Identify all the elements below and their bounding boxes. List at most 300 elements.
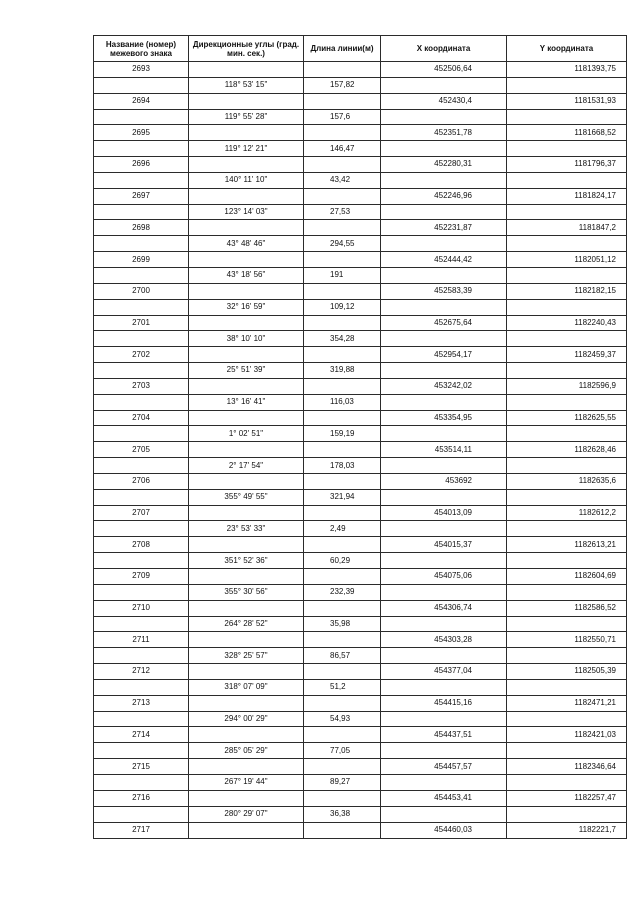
direction-angle-cell [189, 410, 304, 426]
table-row-segment [94, 204, 627, 220]
y-coordinate-cell [507, 553, 627, 569]
direction-angle-cell: 355° 49' 55" [189, 489, 304, 505]
x-coordinate-cell: 454460,03 [381, 822, 507, 839]
mark-name-cell [94, 77, 189, 93]
y-coordinate-cell: 1181393,75 [507, 62, 627, 78]
table-row-mark [94, 62, 627, 78]
direction-angle-cell [189, 252, 304, 268]
table-row-segment [94, 267, 627, 283]
mark-name-cell [94, 299, 189, 315]
direction-angle-cell: 43° 18' 56" [189, 267, 304, 283]
table-row-segment [94, 141, 627, 157]
y-coordinate-cell [507, 458, 627, 474]
line-length-cell [304, 569, 381, 585]
direction-angle-cell: 123° 14' 03" [189, 204, 304, 220]
mark-name-cell: 2713 [94, 695, 189, 711]
direction-angle-cell: 25° 51' 39" [189, 363, 304, 379]
table-header [94, 36, 627, 62]
x-coordinate-cell: 452444,42 [381, 252, 507, 268]
x-coordinate-cell: 454013,09 [381, 505, 507, 521]
mark-name-cell [94, 648, 189, 664]
mark-name-cell [94, 458, 189, 474]
x-coordinate-cell [381, 331, 507, 347]
direction-angle-cell [189, 632, 304, 648]
table-row-mark [94, 220, 627, 236]
table-row-segment [94, 743, 627, 759]
y-coordinate-cell: 1182505,39 [507, 664, 627, 680]
table-row-mark [94, 695, 627, 711]
y-coordinate-cell: 1181847,2 [507, 220, 627, 236]
direction-angle-cell: 119° 12' 21" [189, 141, 304, 157]
table-row-mark [94, 188, 627, 204]
y-coordinate-cell: 1182628,46 [507, 442, 627, 458]
table-row-segment [94, 806, 627, 822]
y-coordinate-cell [507, 711, 627, 727]
y-coordinate-cell [507, 489, 627, 505]
y-coordinate-cell: 1182612,2 [507, 505, 627, 521]
direction-angle-cell [189, 378, 304, 394]
line-length-cell: 51,2 [304, 679, 381, 695]
table-row-segment [94, 172, 627, 188]
mark-name-cell [94, 363, 189, 379]
x-coordinate-cell [381, 204, 507, 220]
line-length-cell [304, 315, 381, 331]
table-row-mark [94, 157, 627, 173]
table-row-segment [94, 394, 627, 410]
mark-name-cell: 2707 [94, 505, 189, 521]
line-length-cell: 157,82 [304, 77, 381, 93]
line-length-cell: 43,42 [304, 172, 381, 188]
table-row-mark [94, 569, 627, 585]
mark-name-cell: 2696 [94, 157, 189, 173]
line-length-cell [304, 252, 381, 268]
direction-angle-cell: 267° 19' 44" [189, 774, 304, 790]
y-coordinate-cell [507, 743, 627, 759]
x-coordinate-cell: 452280,31 [381, 157, 507, 173]
line-length-cell: 159,19 [304, 426, 381, 442]
mark-name-cell [94, 236, 189, 252]
mark-name-cell: 2710 [94, 600, 189, 616]
x-coordinate-cell: 454377,04 [381, 664, 507, 680]
mark-name-cell: 2700 [94, 283, 189, 299]
mark-name-cell: 2715 [94, 759, 189, 775]
line-length-cell [304, 347, 381, 363]
mark-name-cell [94, 711, 189, 727]
direction-angle-cell [189, 790, 304, 806]
x-coordinate-cell: 454453,41 [381, 790, 507, 806]
table-row-segment [94, 584, 627, 600]
line-length-cell [304, 410, 381, 426]
line-length-cell [304, 473, 381, 489]
table-row-segment [94, 236, 627, 252]
y-coordinate-cell [507, 363, 627, 379]
direction-angle-cell [189, 442, 304, 458]
line-length-cell: 146,47 [304, 141, 381, 157]
y-coordinate-cell: 1182596,9 [507, 378, 627, 394]
x-coordinate-cell [381, 109, 507, 125]
y-coordinate-cell [507, 394, 627, 410]
line-length-cell [304, 505, 381, 521]
x-coordinate-cell: 452231,87 [381, 220, 507, 236]
y-coordinate-cell: 1181668,52 [507, 125, 627, 141]
x-coordinate-cell [381, 584, 507, 600]
x-coordinate-cell [381, 521, 507, 537]
table-row-segment [94, 299, 627, 315]
direction-angle-cell: 32° 16' 59" [189, 299, 304, 315]
y-coordinate-cell: 1181531,93 [507, 93, 627, 109]
line-length-cell: 77,05 [304, 743, 381, 759]
y-coordinate-cell [507, 521, 627, 537]
mark-name-cell: 2699 [94, 252, 189, 268]
mark-name-cell: 2695 [94, 125, 189, 141]
direction-angle-cell: 13° 16' 41" [189, 394, 304, 410]
y-coordinate-cell: 1182471,21 [507, 695, 627, 711]
mark-name-cell [94, 331, 189, 347]
y-coordinate-cell: 1182221,7 [507, 822, 627, 839]
table-row-mark [94, 347, 627, 363]
mark-name-cell [94, 553, 189, 569]
line-length-cell [304, 664, 381, 680]
x-coordinate-cell [381, 267, 507, 283]
x-coordinate-cell: 454075,06 [381, 569, 507, 585]
table-row-mark [94, 315, 627, 331]
x-coordinate-cell: 453242,02 [381, 378, 507, 394]
line-length-cell: 89,27 [304, 774, 381, 790]
table-row-segment [94, 774, 627, 790]
y-coordinate-cell: 1181796,37 [507, 157, 627, 173]
y-coordinate-cell: 1182635,6 [507, 473, 627, 489]
line-length-cell: 109,12 [304, 299, 381, 315]
y-coordinate-cell [507, 679, 627, 695]
mark-name-cell: 2704 [94, 410, 189, 426]
mark-name-cell: 2708 [94, 537, 189, 553]
x-coordinate-cell [381, 774, 507, 790]
mark-name-cell [94, 584, 189, 600]
x-coordinate-cell: 452351,78 [381, 125, 507, 141]
y-coordinate-cell: 1182051,12 [507, 252, 627, 268]
y-coordinate-cell: 1182613,21 [507, 537, 627, 553]
table-row-mark [94, 664, 627, 680]
table-row-segment [94, 679, 627, 695]
mark-name-cell: 2703 [94, 378, 189, 394]
table-row-mark [94, 600, 627, 616]
y-coordinate-cell [507, 236, 627, 252]
y-coordinate-cell [507, 648, 627, 664]
x-coordinate-cell [381, 363, 507, 379]
mark-name-cell: 2714 [94, 727, 189, 743]
direction-angle-cell: 264° 28' 52" [189, 616, 304, 632]
y-coordinate-cell: 1182182,15 [507, 283, 627, 299]
table-row-segment [94, 489, 627, 505]
table-row-mark [94, 410, 627, 426]
mark-name-cell: 2694 [94, 93, 189, 109]
mark-name-cell [94, 616, 189, 632]
line-length-cell [304, 378, 381, 394]
table-row-segment [94, 648, 627, 664]
direction-angle-cell: 355° 30' 56" [189, 584, 304, 600]
mark-name-cell [94, 679, 189, 695]
y-coordinate-cell [507, 172, 627, 188]
line-length-cell: 157,6 [304, 109, 381, 125]
mark-name-cell [94, 774, 189, 790]
direction-angle-cell: 318° 07' 09" [189, 679, 304, 695]
y-coordinate-cell: 1182586,52 [507, 600, 627, 616]
line-length-cell [304, 600, 381, 616]
direction-angle-cell [189, 569, 304, 585]
line-length-cell: 294,55 [304, 236, 381, 252]
line-length-cell: 354,28 [304, 331, 381, 347]
table-row-segment [94, 458, 627, 474]
line-length-cell: 191 [304, 267, 381, 283]
table-row-mark [94, 473, 627, 489]
line-length-cell: 36,38 [304, 806, 381, 822]
x-coordinate-cell [381, 743, 507, 759]
direction-angle-cell [189, 822, 304, 839]
direction-angle-cell [189, 62, 304, 78]
header-row [94, 36, 627, 62]
mark-name-cell [94, 806, 189, 822]
direction-angle-cell [189, 125, 304, 141]
x-coordinate-cell: 454306,74 [381, 600, 507, 616]
direction-angle-cell: 118° 53' 15" [189, 77, 304, 93]
mark-name-cell: 2697 [94, 188, 189, 204]
x-coordinate-cell [381, 77, 507, 93]
direction-angle-cell: 2° 17' 54" [189, 458, 304, 474]
direction-angle-cell [189, 537, 304, 553]
mark-name-cell [94, 109, 189, 125]
y-coordinate-cell [507, 331, 627, 347]
y-coordinate-cell [507, 616, 627, 632]
line-length-cell [304, 93, 381, 109]
table-row-mark [94, 727, 627, 743]
mark-name-cell: 2712 [94, 664, 189, 680]
table-row-mark [94, 442, 627, 458]
x-coordinate-cell [381, 299, 507, 315]
mark-name-cell: 2709 [94, 569, 189, 585]
line-length-cell: 35,98 [304, 616, 381, 632]
y-coordinate-cell: 1182346,64 [507, 759, 627, 775]
line-length-cell: 54,93 [304, 711, 381, 727]
x-coordinate-cell [381, 616, 507, 632]
y-coordinate-cell [507, 426, 627, 442]
x-coordinate-cell: 452246,96 [381, 188, 507, 204]
mark-name-cell: 2698 [94, 220, 189, 236]
line-length-cell [304, 283, 381, 299]
y-coordinate-cell: 1182550,71 [507, 632, 627, 648]
line-length-cell [304, 790, 381, 806]
direction-angle-cell: 328° 25' 57" [189, 648, 304, 664]
coordinates-table [93, 35, 627, 839]
line-length-cell: 86,57 [304, 648, 381, 664]
direction-angle-cell [189, 283, 304, 299]
mark-name-cell: 2702 [94, 347, 189, 363]
table-row-mark [94, 632, 627, 648]
x-coordinate-cell [381, 553, 507, 569]
line-length-cell: 178,03 [304, 458, 381, 474]
line-length-cell [304, 822, 381, 839]
mark-name-cell [94, 426, 189, 442]
line-length-cell: 27,53 [304, 204, 381, 220]
x-coordinate-cell: 454437,51 [381, 727, 507, 743]
y-coordinate-cell: 1182421,03 [507, 727, 627, 743]
header-mark-name: Название (номер) межевого знака [94, 36, 189, 62]
mark-name-cell [94, 204, 189, 220]
mark-name-cell [94, 743, 189, 759]
table-row-segment [94, 363, 627, 379]
x-coordinate-cell: 453354,95 [381, 410, 507, 426]
line-length-cell [304, 442, 381, 458]
line-length-cell: 2,49 [304, 521, 381, 537]
direction-angle-cell [189, 664, 304, 680]
y-coordinate-cell: 1181824,17 [507, 188, 627, 204]
mark-name-cell: 2717 [94, 822, 189, 839]
direction-angle-cell [189, 188, 304, 204]
direction-angle-cell [189, 727, 304, 743]
direction-angle-cell: 280° 29' 07" [189, 806, 304, 822]
direction-angle-cell [189, 220, 304, 236]
direction-angle-cell: 38° 10' 10" [189, 331, 304, 347]
x-coordinate-cell [381, 236, 507, 252]
direction-angle-cell: 1° 02' 51" [189, 426, 304, 442]
mark-name-cell: 2693 [94, 62, 189, 78]
line-length-cell [304, 695, 381, 711]
direction-angle-cell [189, 505, 304, 521]
mark-name-cell [94, 267, 189, 283]
table-row-segment [94, 109, 627, 125]
direction-angle-cell [189, 315, 304, 331]
table-row-mark [94, 378, 627, 394]
x-coordinate-cell: 454415,16 [381, 695, 507, 711]
table-row-mark [94, 759, 627, 775]
line-length-cell [304, 220, 381, 236]
table-body [94, 62, 627, 839]
header-y-coordinate: Y координата [507, 36, 627, 62]
line-length-cell: 116,03 [304, 394, 381, 410]
table-row-mark [94, 125, 627, 141]
y-coordinate-cell [507, 584, 627, 600]
direction-angle-cell [189, 695, 304, 711]
x-coordinate-cell: 452583,39 [381, 283, 507, 299]
mark-name-cell: 2701 [94, 315, 189, 331]
y-coordinate-cell: 1182625,55 [507, 410, 627, 426]
x-coordinate-cell: 453692 [381, 473, 507, 489]
header-direction-angle: Дирекционные углы (град. мин. сек.) [189, 36, 304, 62]
x-coordinate-cell [381, 172, 507, 188]
mark-name-cell: 2705 [94, 442, 189, 458]
table-row-mark [94, 822, 627, 839]
x-coordinate-cell: 454015,37 [381, 537, 507, 553]
y-coordinate-cell: 1182240,43 [507, 315, 627, 331]
table-row-segment [94, 553, 627, 569]
mark-name-cell: 2706 [94, 473, 189, 489]
direction-angle-cell [189, 759, 304, 775]
mark-name-cell [94, 141, 189, 157]
direction-angle-cell: 43° 48' 46" [189, 236, 304, 252]
direction-angle-cell: 294° 00' 29" [189, 711, 304, 727]
table-row-mark [94, 283, 627, 299]
mark-name-cell [94, 521, 189, 537]
direction-angle-cell [189, 473, 304, 489]
direction-angle-cell [189, 157, 304, 173]
mark-name-cell: 2716 [94, 790, 189, 806]
line-length-cell: 60,29 [304, 553, 381, 569]
table-row-segment [94, 616, 627, 632]
table-row-segment [94, 521, 627, 537]
mark-name-cell: 2711 [94, 632, 189, 648]
y-coordinate-cell: 1182459,37 [507, 347, 627, 363]
line-length-cell: 321,94 [304, 489, 381, 505]
y-coordinate-cell [507, 77, 627, 93]
line-length-cell: 232,39 [304, 584, 381, 600]
x-coordinate-cell: 454457,57 [381, 759, 507, 775]
direction-angle-cell: 119° 55' 28" [189, 109, 304, 125]
y-coordinate-cell [507, 141, 627, 157]
table-row-segment [94, 331, 627, 347]
table-row-mark [94, 790, 627, 806]
direction-angle-cell [189, 600, 304, 616]
table-row-mark [94, 537, 627, 553]
x-coordinate-cell [381, 394, 507, 410]
line-length-cell [304, 188, 381, 204]
direction-angle-cell: 285° 05' 29" [189, 743, 304, 759]
y-coordinate-cell [507, 774, 627, 790]
line-length-cell [304, 727, 381, 743]
mark-name-cell [94, 172, 189, 188]
line-length-cell [304, 62, 381, 78]
line-length-cell [304, 759, 381, 775]
x-coordinate-cell [381, 679, 507, 695]
table-row-segment [94, 426, 627, 442]
mark-name-cell [94, 489, 189, 505]
y-coordinate-cell [507, 806, 627, 822]
x-coordinate-cell: 452954,17 [381, 347, 507, 363]
header-x-coordinate: X координата [381, 36, 507, 62]
x-coordinate-cell [381, 806, 507, 822]
x-coordinate-cell: 454303,28 [381, 632, 507, 648]
table-row-mark [94, 93, 627, 109]
y-coordinate-cell: 1182257,47 [507, 790, 627, 806]
table-row-segment [94, 77, 627, 93]
direction-angle-cell: 140° 11' 10" [189, 172, 304, 188]
y-coordinate-cell [507, 109, 627, 125]
table-row-mark [94, 252, 627, 268]
direction-angle-cell: 23° 53' 33" [189, 521, 304, 537]
direction-angle-cell [189, 347, 304, 363]
table-row-mark [94, 505, 627, 521]
x-coordinate-cell [381, 489, 507, 505]
table-row-segment [94, 711, 627, 727]
x-coordinate-cell: 452675,64 [381, 315, 507, 331]
x-coordinate-cell [381, 648, 507, 664]
direction-angle-cell [189, 93, 304, 109]
line-length-cell [304, 632, 381, 648]
y-coordinate-cell [507, 299, 627, 315]
mark-name-cell [94, 394, 189, 410]
line-length-cell [304, 125, 381, 141]
y-coordinate-cell: 1182604,69 [507, 569, 627, 585]
y-coordinate-cell [507, 204, 627, 220]
x-coordinate-cell: 452506,64 [381, 62, 507, 78]
line-length-cell [304, 537, 381, 553]
header-line-length: Длина линии(м) [304, 36, 381, 62]
x-coordinate-cell [381, 711, 507, 727]
line-length-cell: 319,88 [304, 363, 381, 379]
x-coordinate-cell [381, 458, 507, 474]
x-coordinate-cell: 452430,4 [381, 93, 507, 109]
x-coordinate-cell [381, 426, 507, 442]
direction-angle-cell: 351° 52' 36" [189, 553, 304, 569]
y-coordinate-cell [507, 267, 627, 283]
